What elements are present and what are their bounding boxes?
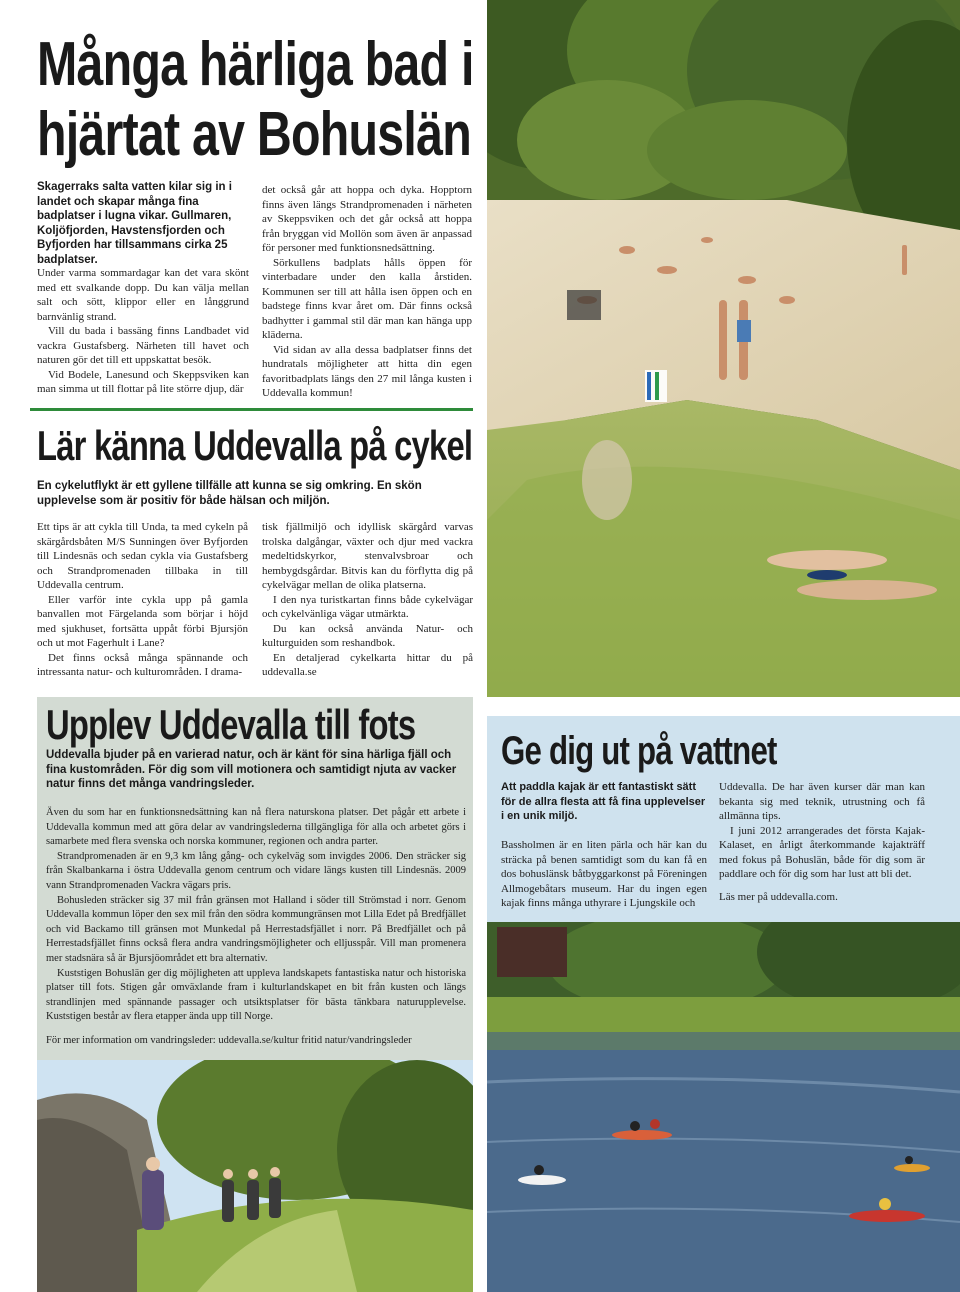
bad-lead: Skagerraks salta vatten kilar sig in i landet och skapar många fina badplatser i lugna vikar. Gullmaren, Koljöfjorden, Havstensfjorden och Byfjorden har tillsammans cirka 25 badplatser.: [37, 181, 232, 266]
cykel-title: Lär känna Uddevalla på cykel: [37, 422, 473, 469]
cykel-column-2: [262, 520, 473, 680]
fots-para-3: Bohusleden sträcker sig 37 mil från gränsen mot Halland i söder till Strömstad i norr. Genom Uddevalla kommun löper den sex mil från den södra kommungränsen mot Lilla Edet på Bredfjället och vid Backamo till gränsen mot Munkedal på Herrestadsfjället i norr. På Bredfjället och på Herrestadsfjället finns också flera andra vandringsmöjligheter och elljusspår. Vill man promenera mer stadsnära så är Bjursjöområdet ett bra alternativ.: [46, 894, 466, 964]
fots-title: Upplev Uddevalla till fots: [46, 701, 416, 748]
bad-col1-para-3: Vid Bodele, Lanesund och Skeppsviken kan man simma ut till flottar på lite större djup, där: [37, 368, 249, 395]
cykel-col2-para-1: tisk fjällmiljö och idyllisk skärgård varvas trolska dalgångar, växter och djur med vackra medeltidskyrkor, stenvalvsbroar och hembygdsgårdar. Bitvis kan du förflytta dig på cykelvägar mellan de olika platserna.: [262, 521, 473, 591]
fots-lead: Uddevalla bjuder på en varierad natur, och är känt för sina härliga fjäll och fina kustområden. För dig som vill motionera och samtidigt njuta av vacker natur finns det många vandringsleder.: [46, 749, 457, 790]
fots-para-4: Kuststigen Bohuslän ger dig möjligheten att uppleva landskapets fantastiska natur och historiska platser till fots. Stigen går omväxlande fram i kulturlandskapet en bit från kusten och längs strandlinjen med spännande passager och utsiktsplatser för bästa tänkbara naturupplevelse. Kuststigen består av flera etapper ända upp till Norge.: [46, 967, 466, 1023]
beach-photo: [487, 0, 960, 697]
vatten-column-2: [719, 780, 925, 904]
cykel-col1-para-1: Ett tips är att cykla till Unda, ta med cykeln på skärgårdsbåten M/S Sunningen över Byfjorden till Lindesnäs och sedan cykla via Gustafsberg och Strandpromenaden tillbaka in till Uddevalla centrum.: [37, 521, 248, 591]
bad-column-1: [37, 266, 249, 397]
vatten-col2-para-1: Uddevalla. De har även kurser där man kan bekanta sig med teknik, utrustning och få allmänna tips.: [719, 781, 925, 822]
vatten-lead: Att paddla kajak är ett fantastiskt sätt för de allra flesta att få fina upplevelser i en unik miljö.: [501, 781, 706, 822]
cykel-col2-para-2: I den nya turistkartan finns både cykelvägar och cykelvänliga vägar utmärkta.: [262, 593, 473, 620]
cykel-lead: En cykelutflykt är ett gyllene tillfälle att kunna se sig omkring. En skön upplevelse som är positiv för både hälsan och miljön.: [37, 480, 422, 507]
bad-title-line2: hjärtat av Bohuslän: [37, 100, 471, 169]
fots-para-2: Strandpromenaden är en 9,3 km lång gång- och cykelväg som invigdes 2006. Den sträcker sig från Skalbankarna i östra Uddevalla genom centrum och vidare längs kusten till Lindesnäs. 2009 vann Strandpromenaden Vackra vägars pris.: [46, 850, 466, 891]
cykel-col1-para-2: Eller varför inte cykla upp på gamla banvallen mot Färgelanda som börjar i höjd med sjukhuset, fortsätta uppåt förbi Bjursjön och ut mot Fagerhult i Lane?: [37, 593, 248, 649]
cykel-col2-para-3: Du kan också använda Natur- och kulturguiden som reshandbok.: [262, 622, 473, 649]
fots-para-1: Även du som har en funktionsnedsättning kan nå flera naturskona platser. Det pågår ett arbete i Uddevalla kommun med att göra delar av vandringslederna tillgängliga för alla och arbetet görs i samarbete med flera svenska och norska kommuner, regionen och andra parter.: [46, 807, 466, 848]
bad-title-line1: Många härliga bad i: [37, 30, 474, 99]
cykel-col1-para-3: Det finns också många spännande och intressanta natur- och kulturområden. I drama-: [37, 651, 248, 678]
bad-col1-para-2: Vill du bada i bassäng finns Landbadet vid vackra Gustafsberg. Närheten till havet och naturen gör det till ett uppskattat besök.: [37, 325, 249, 366]
vatten-col1-para-1: Bassholmen är en liten pärla och här kan du sträcka på benen samtidigt som du kan få en dos bohuslänsk båtbyggarkonst på Föreningen Allmogebåtars museum. Har du ingen egen kajak finns många uthyrare i Ljungskile och: [501, 839, 707, 909]
fots-footer: För mer information om vandringsleder: uddevalla.se/kultur fritid natur/vandringsleder: [46, 1035, 412, 1046]
vatten-title: Ge dig ut på vattnet: [501, 729, 777, 773]
fots-body: [46, 806, 466, 1025]
vatten-column-1: [501, 838, 707, 911]
kayak-photo: [487, 922, 960, 1292]
bad-col1-para-1: Under varma sommardagar kan det vara skönt med ett svalkande dopp. Du kan välja mellan salt och sött, klippor eller en långgrund barnvänlig strand.: [37, 267, 249, 323]
cykel-col2-para-4: En detaljerad cykelkarta hittar du på uddevalla.se: [262, 651, 473, 678]
bad-col2-para-2: Sörkullens badplats hålls öppen för vinterbadare under den kalla årstiden. Kommunen ser till att hålla isen öppen och en badstege finns kvar året om. Där finns också badhytter i gammal stil där man kan hänga upp kläderna.: [262, 256, 472, 341]
hikers-photo: [37, 1060, 473, 1292]
bad-col2-para-1: det också går att hoppa och dyka. Hopptorn finns även längs Strandpromenaden i närheten av Skeppsviken och det går också att hoppa från bryggan vid Mollön som även är anpassad för personer med funktionsnedsättning.: [262, 184, 472, 254]
cykel-column-1: [37, 520, 248, 680]
vatten-col2-para-2: I juni 2012 arrangerades det första Kajak-Kalaset, en årligt återkommande kajakträff med fokus på Bohuslän, både för dig som är paddlare och för dig som har lust att bli det.: [719, 824, 925, 880]
bad-col2-para-3: Vid sidan av alla dessa badplatser finns det hundratals möjligheter att hitta din egen favoritbadplats längs den 27 mil långa kusten i Uddevalla kommun!: [262, 343, 472, 399]
vatten-col2-para-3: Läs mer på uddevalla.com.: [719, 890, 838, 903]
bad-column-2: [262, 183, 472, 401]
green-divider: [30, 408, 473, 411]
